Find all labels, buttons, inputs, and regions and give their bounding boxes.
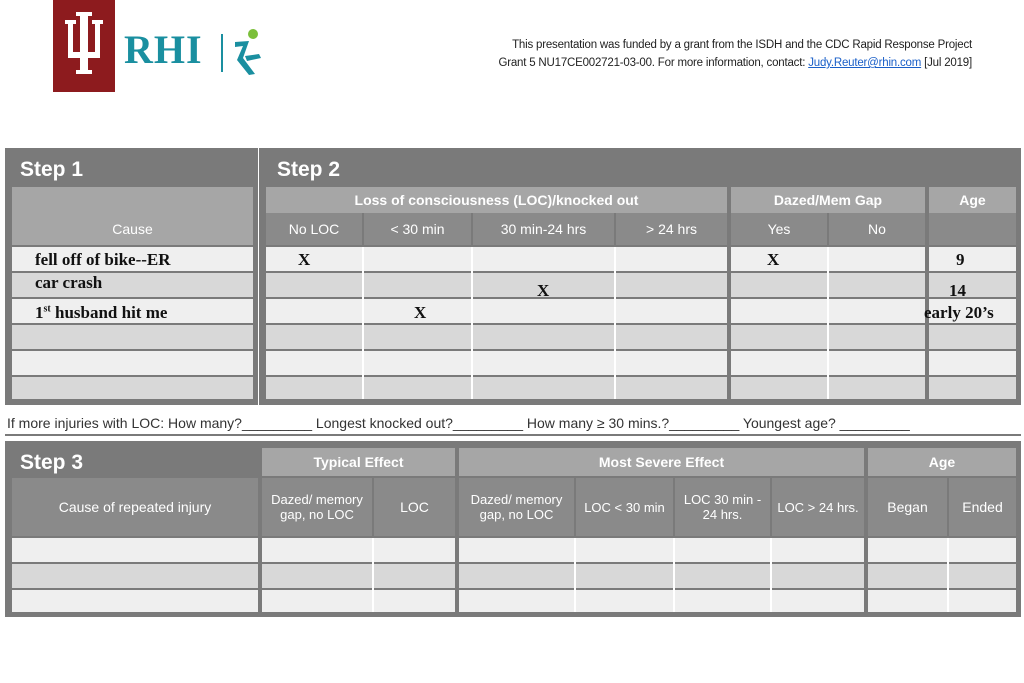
col-typical-dazed: Dazed/ memory gap, no LOC [262, 478, 372, 536]
column-divider [574, 538, 576, 612]
col-loc-30-24: 30 min-24 hrs [473, 213, 614, 245]
funding-date: [Jul 2019] [924, 57, 972, 69]
table-row [266, 273, 1016, 297]
cause-entry-1: fell off of bike--ER [35, 250, 171, 269]
age-group-header: Age [929, 187, 1016, 213]
iu-trident-icon [61, 12, 107, 82]
severe-effect-header: Most Severe Effect [459, 448, 864, 476]
column-divider [947, 538, 949, 612]
column-divider [258, 538, 262, 612]
step3-table [5, 441, 1021, 617]
funding-line-2 [498, 54, 972, 72]
more-injuries-prompt: If more injuries with LOC: How many?_________ Longest knocked out?_________ How many ≥ 30 mins.?_________ Youngest age? _________ [7, 415, 910, 431]
step2-table [259, 148, 1021, 405]
step2-title: Step 2 [277, 158, 341, 181]
col-dazed-yes: Yes [731, 213, 827, 245]
step1-cause-header: Cause [12, 213, 253, 245]
col-typical-loc: LOC [374, 478, 455, 536]
col-dazed-no: No [829, 213, 925, 245]
mark-row2-loc-30-24: X [537, 281, 550, 300]
column-divider [827, 247, 829, 399]
col-repeated-cause: Cause of repeated injury [12, 478, 258, 536]
step1-header-spacer [12, 187, 253, 213]
col-no-loc: No LOC [266, 213, 362, 245]
column-divider [673, 538, 675, 612]
loc-group-header: Loss of consciousness (LOC)/knocked out [266, 187, 727, 213]
mark-row3-loc-under-30: X [414, 303, 427, 322]
table-row [266, 351, 1016, 375]
cause-entry-3-suffix: st [43, 303, 51, 315]
step1-title: Step 1 [20, 158, 84, 181]
mark-row1-no-loc: X [298, 250, 311, 269]
funding-notice [498, 36, 972, 72]
column-divider [455, 538, 459, 612]
rhi-wordmark: RHI [124, 27, 203, 72]
column-divider [727, 247, 731, 399]
col-loc-over-24: > 24 hrs [616, 213, 727, 245]
col-severe-dazed: Dazed/ memory gap, no LOC [459, 478, 574, 536]
column-divider [925, 247, 929, 399]
contact-email-link[interactable]: Judy.Reuter@rhin.com [808, 57, 922, 69]
column-divider [372, 538, 374, 612]
funding-grant: Grant 5 NU17CE002721-03-00. For more information, contact: [498, 57, 806, 69]
table-row [266, 247, 1016, 271]
col-loc-under-30: < 30 min [364, 213, 471, 245]
dazed-group-header: Dazed/Mem Gap [731, 187, 925, 213]
col-age-ended: Ended [949, 478, 1016, 536]
table-row [12, 377, 253, 399]
age-row2: 14 [949, 281, 966, 300]
table-row [266, 325, 1016, 349]
table-row [266, 377, 1016, 399]
divider-line [5, 434, 1021, 436]
column-divider [471, 247, 473, 399]
step3-title: Step 3 [20, 451, 84, 474]
runner-icon [229, 28, 265, 76]
age-row1: 9 [956, 250, 965, 269]
column-divider [770, 538, 772, 612]
iu-logo [53, 0, 115, 92]
column-divider [614, 247, 616, 399]
brand-divider [221, 34, 223, 72]
typical-effect-header: Typical Effect [262, 448, 455, 476]
col-age [929, 213, 1016, 245]
col-age-began: Began [868, 478, 947, 536]
age-range-header: Age [868, 448, 1016, 476]
mark-row1-dazed-yes: X [767, 250, 780, 269]
cause-entry-3-ordinal: 1 [35, 303, 44, 322]
table-row [12, 325, 253, 349]
cause-entry-2: car crash [35, 273, 103, 292]
col-severe-loc-under-30: LOC < 30 min [576, 478, 673, 536]
column-divider [864, 538, 868, 612]
age-row3: early 20’s [924, 303, 994, 322]
col-severe-loc-30-24: LOC 30 min - 24 hrs. [675, 478, 770, 536]
funding-line-1: This presentation was funded by a grant from the ISDH and the CDC Rapid Response Project [512, 39, 972, 51]
cause-entry-3 [35, 303, 167, 323]
cause-entry-3-text: husband hit me [54, 303, 168, 322]
table-row [12, 351, 253, 375]
table-row [266, 299, 1016, 323]
column-divider [362, 247, 364, 399]
col-severe-loc-over-24: LOC > 24 hrs. [772, 478, 864, 536]
